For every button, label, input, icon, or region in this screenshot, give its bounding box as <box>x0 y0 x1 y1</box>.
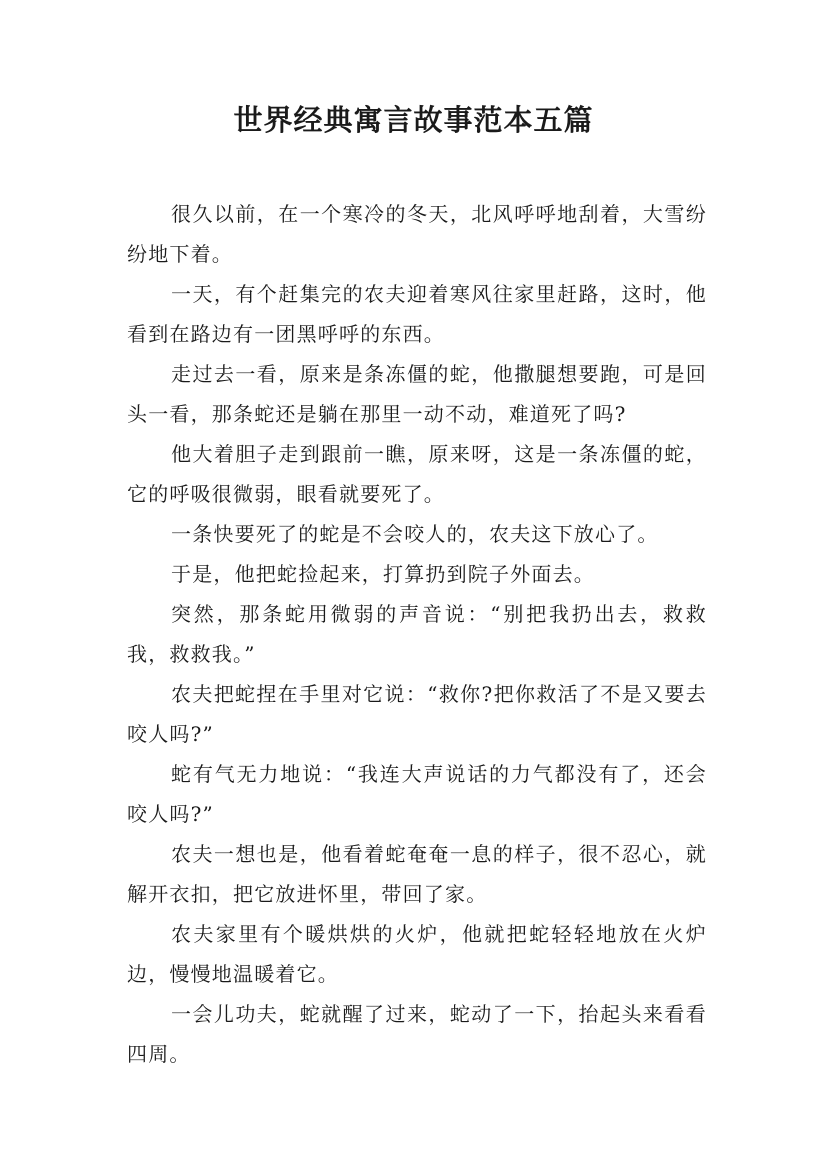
paragraph-9: 蛇有气无力地说：“我连大声说话的力气都没有了，还会咬人吗?” <box>127 762 707 826</box>
document-body <box>127 194 707 1074</box>
paragraph-8: 农夫把蛇捏在手里对它说：“救你?把你救活了不是又要去咬人吗?” <box>127 682 707 746</box>
paragraph-5: 一条快要死了的蛇是不会咬人的，农夫这下放心了。 <box>171 522 659 546</box>
paragraph-12: 一会儿功夫，蛇就醒了过来，蛇动了一下，抬起头来看看四周。 <box>127 1002 707 1066</box>
paragraph-2: 一天，有个赶集完的农夫迎着寒风往家里赶路，这时，他看到在路边有一团黑呼呼的东西。 <box>127 282 707 346</box>
document-title: 世界经典寓言故事范本五篇 <box>233 103 594 137</box>
paragraph-11: 农夫家里有个暖烘烘的火炉，他就把蛇轻轻地放在火炉边，慢慢地温暖着它。 <box>127 922 707 986</box>
paragraph-4: 他大着胆子走到跟前一瞧，原来呀，这是一条冻僵的蛇，它的呼吸很微弱，眼看就要死了。 <box>127 442 707 506</box>
paragraph-10: 农夫一想也是，他看着蛇奄奄一息的样子，很不忍心，就解开衣扣，把它放进怀里，带回了家。 <box>127 842 707 906</box>
paragraph-7: 突然，那条蛇用微弱的声音说：“别把我扔出去，救救我，救救我。” <box>127 602 707 666</box>
paragraph-1: 很久以前，在一个寒冷的冬天，北风呼呼地刮着，大雪纷纷地下着。 <box>127 202 707 266</box>
paragraph-3: 走过去一看，原来是条冻僵的蛇，他撒腿想要跑，可是回头一看，那条蛇还是躺在那里一动不动，难道死了吗? <box>127 362 707 426</box>
paragraph-6: 于是，他把蛇捡起来，打算扔到院子外面去。 <box>171 562 595 586</box>
